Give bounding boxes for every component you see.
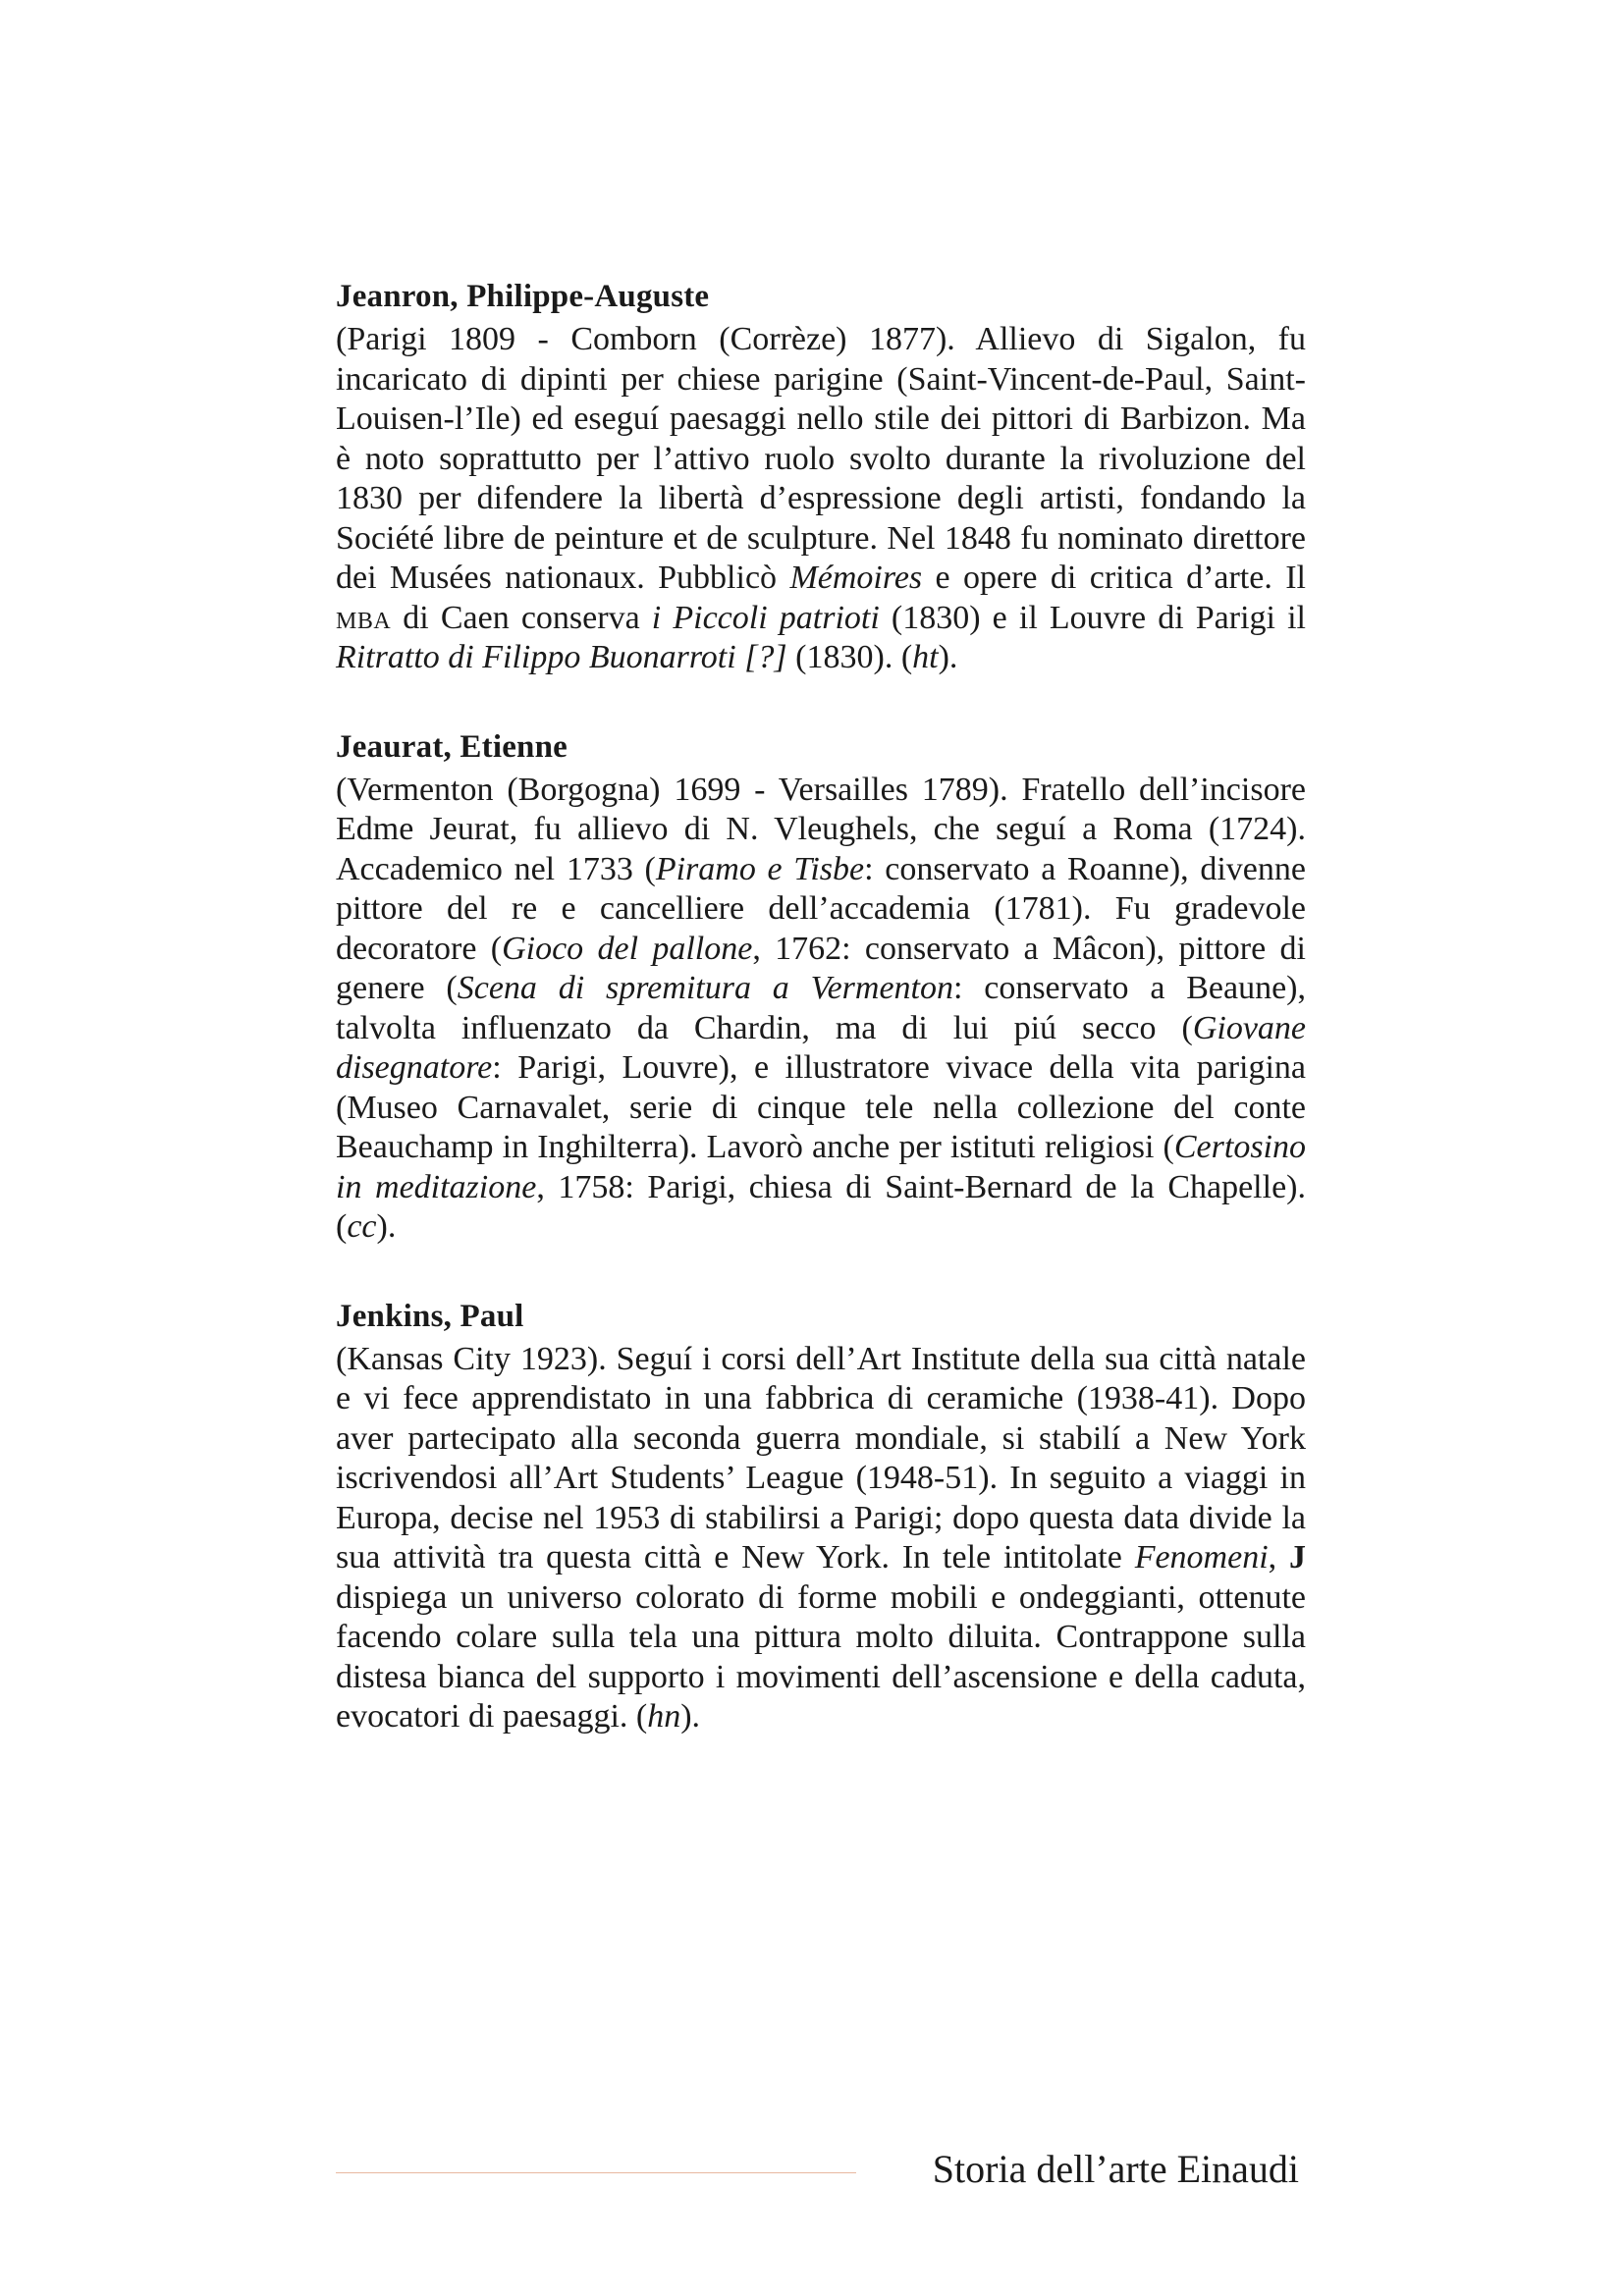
text-segment: : conservato a Roanne), divenne pittore del re e cancelliere dell’accademia (1781). Fu gradevole decoratore (: [336, 850, 1306, 967]
text-segment: Giovane disegnatore: [336, 1009, 1306, 1086]
text-segment: Scena di spremitura a Vermenton: [457, 970, 953, 1006]
text-segment: ht: [912, 639, 939, 675]
text-segment: ,: [1268, 1539, 1289, 1575]
text-segment: Mémoires: [789, 560, 923, 596]
text-segment: Gioco del pallone: [502, 930, 753, 967]
text-segment: J: [1289, 1539, 1306, 1575]
entry-body: [336, 1340, 1306, 1737]
text-segment: e opere di critica d’arte. Il: [922, 560, 1306, 596]
text-segment: dispiega un universo colorato di forme mobili e ondeggianti, ottenute facendo colare sulla tela una pittura molto diluita. Contrappone sulla distesa bianca del supporto i movimenti dell’ascensione e della caduta, evocatori di paesaggi. (: [336, 1578, 1306, 1735]
text-segment: (Parigi 1809 - Comborn (Corrèze) 1877). Allievo di Sigalon, fu incaricato di dipinti per chiese parigine (Saint-Vincent-de-Paul, Saint-Louisen-l’Ile) ed eseguí paesaggi nello stile dei pittori di Barbizon. Ma è noto soprattutto per l’attivo ruolo svolto durante la rivoluzione del 1830 per difendere la libertà d’espressione degli artisti, fondando la Société libre de peinture et de sculpture. Nel 1848 fu nominato direttore dei Musées nationaux. Pubblicò: [336, 321, 1306, 596]
text-segment: : Parigi, Louvre), e illustratore vivace della vita parigina (Museo Carnavalet, serie di cinque tele nella collezione del conte Beauchamp in Inghilterra). Lavorò anche per istituti religiosi (: [336, 1049, 1306, 1165]
entry: [336, 1295, 1306, 1737]
text-segment: mba: [336, 599, 392, 636]
text-segment: , 1762: conservato a Mâcon), pittore di genere (: [336, 930, 1306, 1006]
text-segment: (Kansas City 1923). Seguí i corsi dell’Art Institute della sua città natale e vi fece apprendistato in una fabbrica di ceramiche (1938-41). Dopo aver partecipato alla seconda guerra mondiale, si stabilí a New York iscrivendosi all’Art Students’ League (1948-51). In seguito a viaggi in Europa, decise nel 1953 di stabilirsi a Parigi; dopo questa data divide la sua attività tra questa città e New York. In tele intitolate: [336, 1340, 1306, 1575]
entry-title: Jeanron, Philippe-Auguste: [336, 279, 710, 314]
text-segment: , 1758: Parigi, chiesa di Saint-Bernard de la Chapelle). (: [336, 1168, 1306, 1245]
entry: [336, 275, 1306, 678]
text-segment: ).: [376, 1208, 397, 1245]
text-segment: (1830). (: [786, 639, 913, 675]
entry-body: [336, 771, 1306, 1248]
text-segment: ).: [680, 1698, 701, 1735]
text-segment: Piramo e Tisbe: [655, 850, 865, 887]
text-segment: cc: [347, 1208, 377, 1245]
text-segment: Fenomeni: [1134, 1539, 1269, 1575]
text-segment: di Caen conserva: [391, 599, 652, 636]
text-segment: (Vermenton (Borgogna) 1699 - Versailles 1789). Fratello dell’incisore Edme Jeurat, fu allievo di N. Vleughels, che seguí a Roma (1724). Accademico nel 1733 (: [336, 771, 1306, 887]
text-segment: : conservato a Beaune), talvolta influenzato da Chardin, ma di lui piú secco (: [336, 970, 1306, 1046]
text-segment: i Piccoli patrioti: [651, 599, 880, 636]
entries-container: [336, 275, 1306, 1785]
footer-title: Storia dell’arte Einaudi: [932, 2147, 1299, 2191]
entry: [336, 725, 1306, 1248]
footer-rule: [336, 2172, 856, 2173]
text-segment: hn: [647, 1698, 681, 1735]
text-segment: Certosino in meditazione: [336, 1129, 1306, 1205]
entry-body: [336, 320, 1306, 678]
text-segment: Ritratto di Filippo Buonarroti [?]: [336, 639, 787, 675]
text-segment: ).: [938, 639, 958, 675]
entry-title: Jenkins, Paul: [336, 1298, 524, 1334]
entry-title: Jeaurat, Etienne: [336, 728, 568, 765]
text-segment: (1830) e il Louvre di Parigi il: [879, 599, 1306, 636]
